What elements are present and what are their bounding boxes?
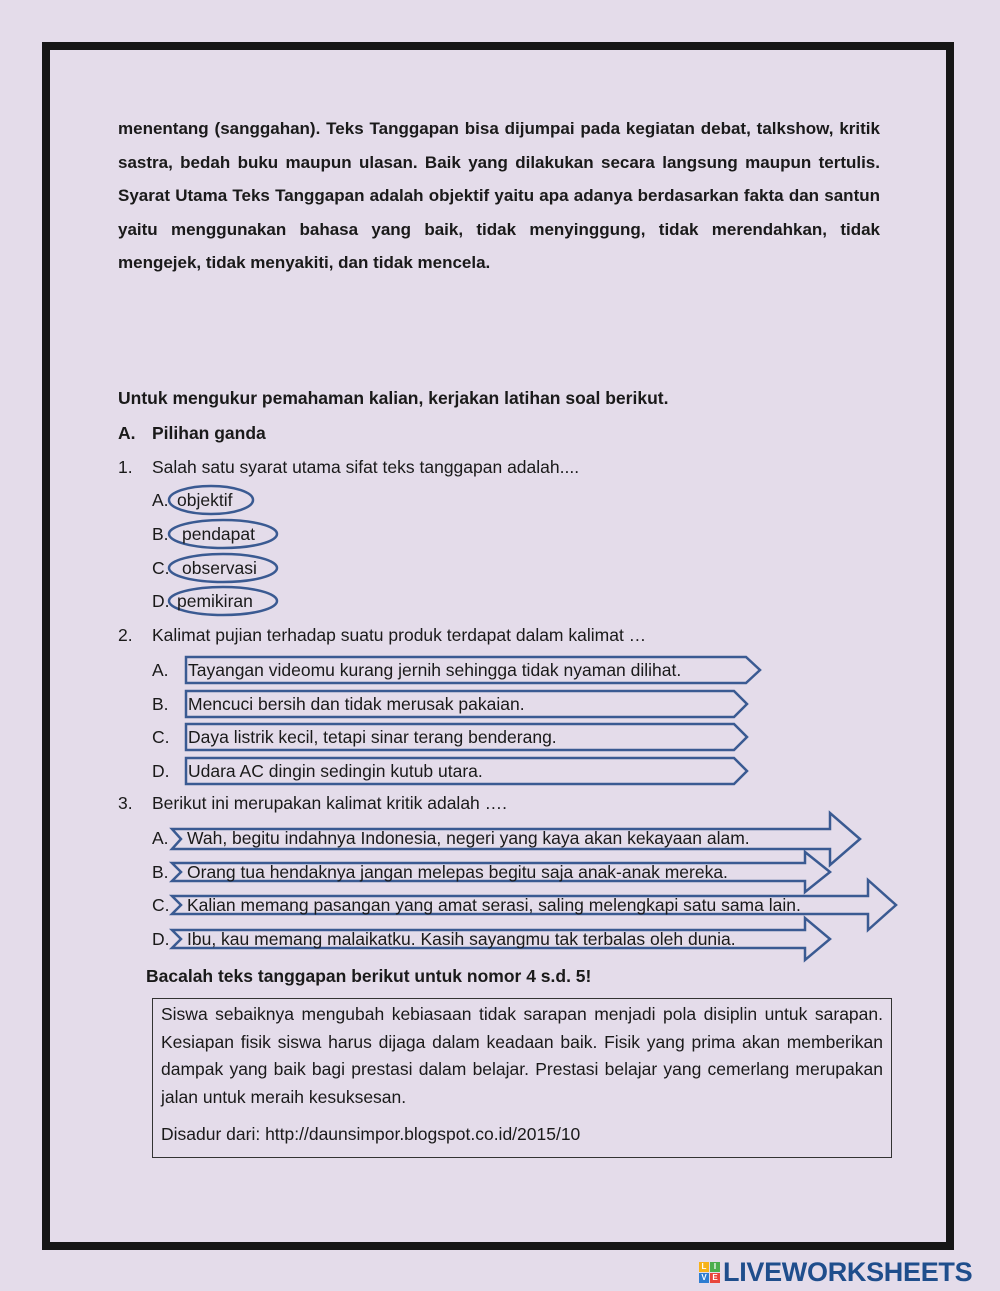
intro-paragraph: menentang (sanggahan). Teks Tanggapan bisa dijumpai pada kegiatan debat, talkshow, kritik sastra, bedah buku maupun ulasan. Baik yang dilakukan secara langsung maupun tertulis. Syarat Utama Teks Tanggapan adalah objektif yaitu apa adanya berdasarkan fakta dan santun yaitu menggunakan bahasa yang baik, tidak menyinggung, tidak merendahkan, tidak mengejek, tidak menyakiti, dan tidak mencela.: [118, 119, 880, 273]
option-text: Wah, begitu indahnya Indonesia, negeri yang kaya akan kekayaan alam.: [187, 828, 750, 848]
option-text: Mencuci bersih dan tidak merusak pakaian.: [188, 694, 525, 714]
question-number: 3.: [118, 793, 133, 813]
option-text: Tayangan videomu kurang jernih sehingga tidak nyaman dilihat.: [188, 660, 682, 680]
option-letter: A.: [152, 490, 169, 510]
instruction-text: Untuk mengukur pemahaman kalian, kerjakan latihan soal berikut.: [118, 388, 669, 408]
option-text: Udara AC dingin sedingin kutub utara.: [188, 761, 483, 781]
option-letter: C.: [152, 895, 170, 915]
logo-block: I: [710, 1262, 720, 1272]
logo-wordmark: LIVEWORKSHEETS: [723, 1256, 973, 1287]
logo-blocks: [699, 1262, 720, 1283]
liveworksheets-logo: [699, 1258, 972, 1286]
reading-text: Siswa sebaiknya mengubah kebiasaan tidak sarapan menjadi pola disiplin untuk sarapan. Kesiapan fisik siswa harus dijaga dalam keadaan baik. Fisik yang prima akan memberikan dampak yang baik bagi prestasi dalam belajar. Prestasi belajar yang cemerlang merupakan jalan untuk meraih kesuksesan.: [161, 1004, 883, 1107]
option-letter: D.: [152, 761, 170, 781]
question-number: 2.: [118, 625, 133, 645]
logo-block: E: [710, 1273, 720, 1283]
option-letter: C.: [152, 727, 170, 747]
option-text: pemikiran: [177, 591, 253, 611]
reading-instruction: Bacalah teks tanggapan berikut untuk nomor 4 s.d. 5!: [146, 966, 592, 986]
section-letter: A.: [118, 423, 136, 443]
option-letter: A.: [152, 660, 169, 680]
option-text: pendapat: [182, 524, 255, 544]
logo-block: V: [699, 1273, 709, 1283]
option-letter: A.: [152, 828, 169, 848]
reading-box: [152, 998, 892, 1158]
question-number: 1.: [118, 457, 133, 477]
option-text: objektif: [177, 490, 233, 510]
option-letter: B.: [152, 524, 169, 544]
option-letter: D.: [152, 929, 170, 949]
question-text: Berikut ini merupakan kalimat kritik adalah ….: [152, 793, 508, 813]
section-title: Pilihan ganda: [152, 423, 266, 443]
option-text: Orang tua hendaknya jangan melepas begitu saja anak-anak mereka.: [187, 862, 728, 882]
option-letter: C.: [152, 558, 170, 578]
option-letter: B.: [152, 694, 169, 714]
option-text: Daya listrik kecil, tetapi sinar terang benderang.: [188, 727, 557, 747]
question-text: Salah satu syarat utama sifat teks tanggapan adalah....: [152, 457, 580, 477]
source-text: Disadur dari: http://daunsimpor.blogspot.co.id/2015/10: [161, 1124, 581, 1144]
option-text: Ibu, kau memang malaikatku. Kasih sayangmu tak terbalas oleh dunia.: [187, 929, 736, 949]
option-letter: D.: [152, 591, 170, 611]
logo-block: L: [699, 1262, 709, 1272]
option-letter: B.: [152, 862, 169, 882]
option-text: Kalian memang pasangan yang amat serasi, saling melengkapi satu sama lain.: [187, 895, 801, 915]
question-text: Kalimat pujian terhadap suatu produk terdapat dalam kalimat …: [152, 625, 647, 645]
option-text: observasi: [182, 558, 257, 578]
